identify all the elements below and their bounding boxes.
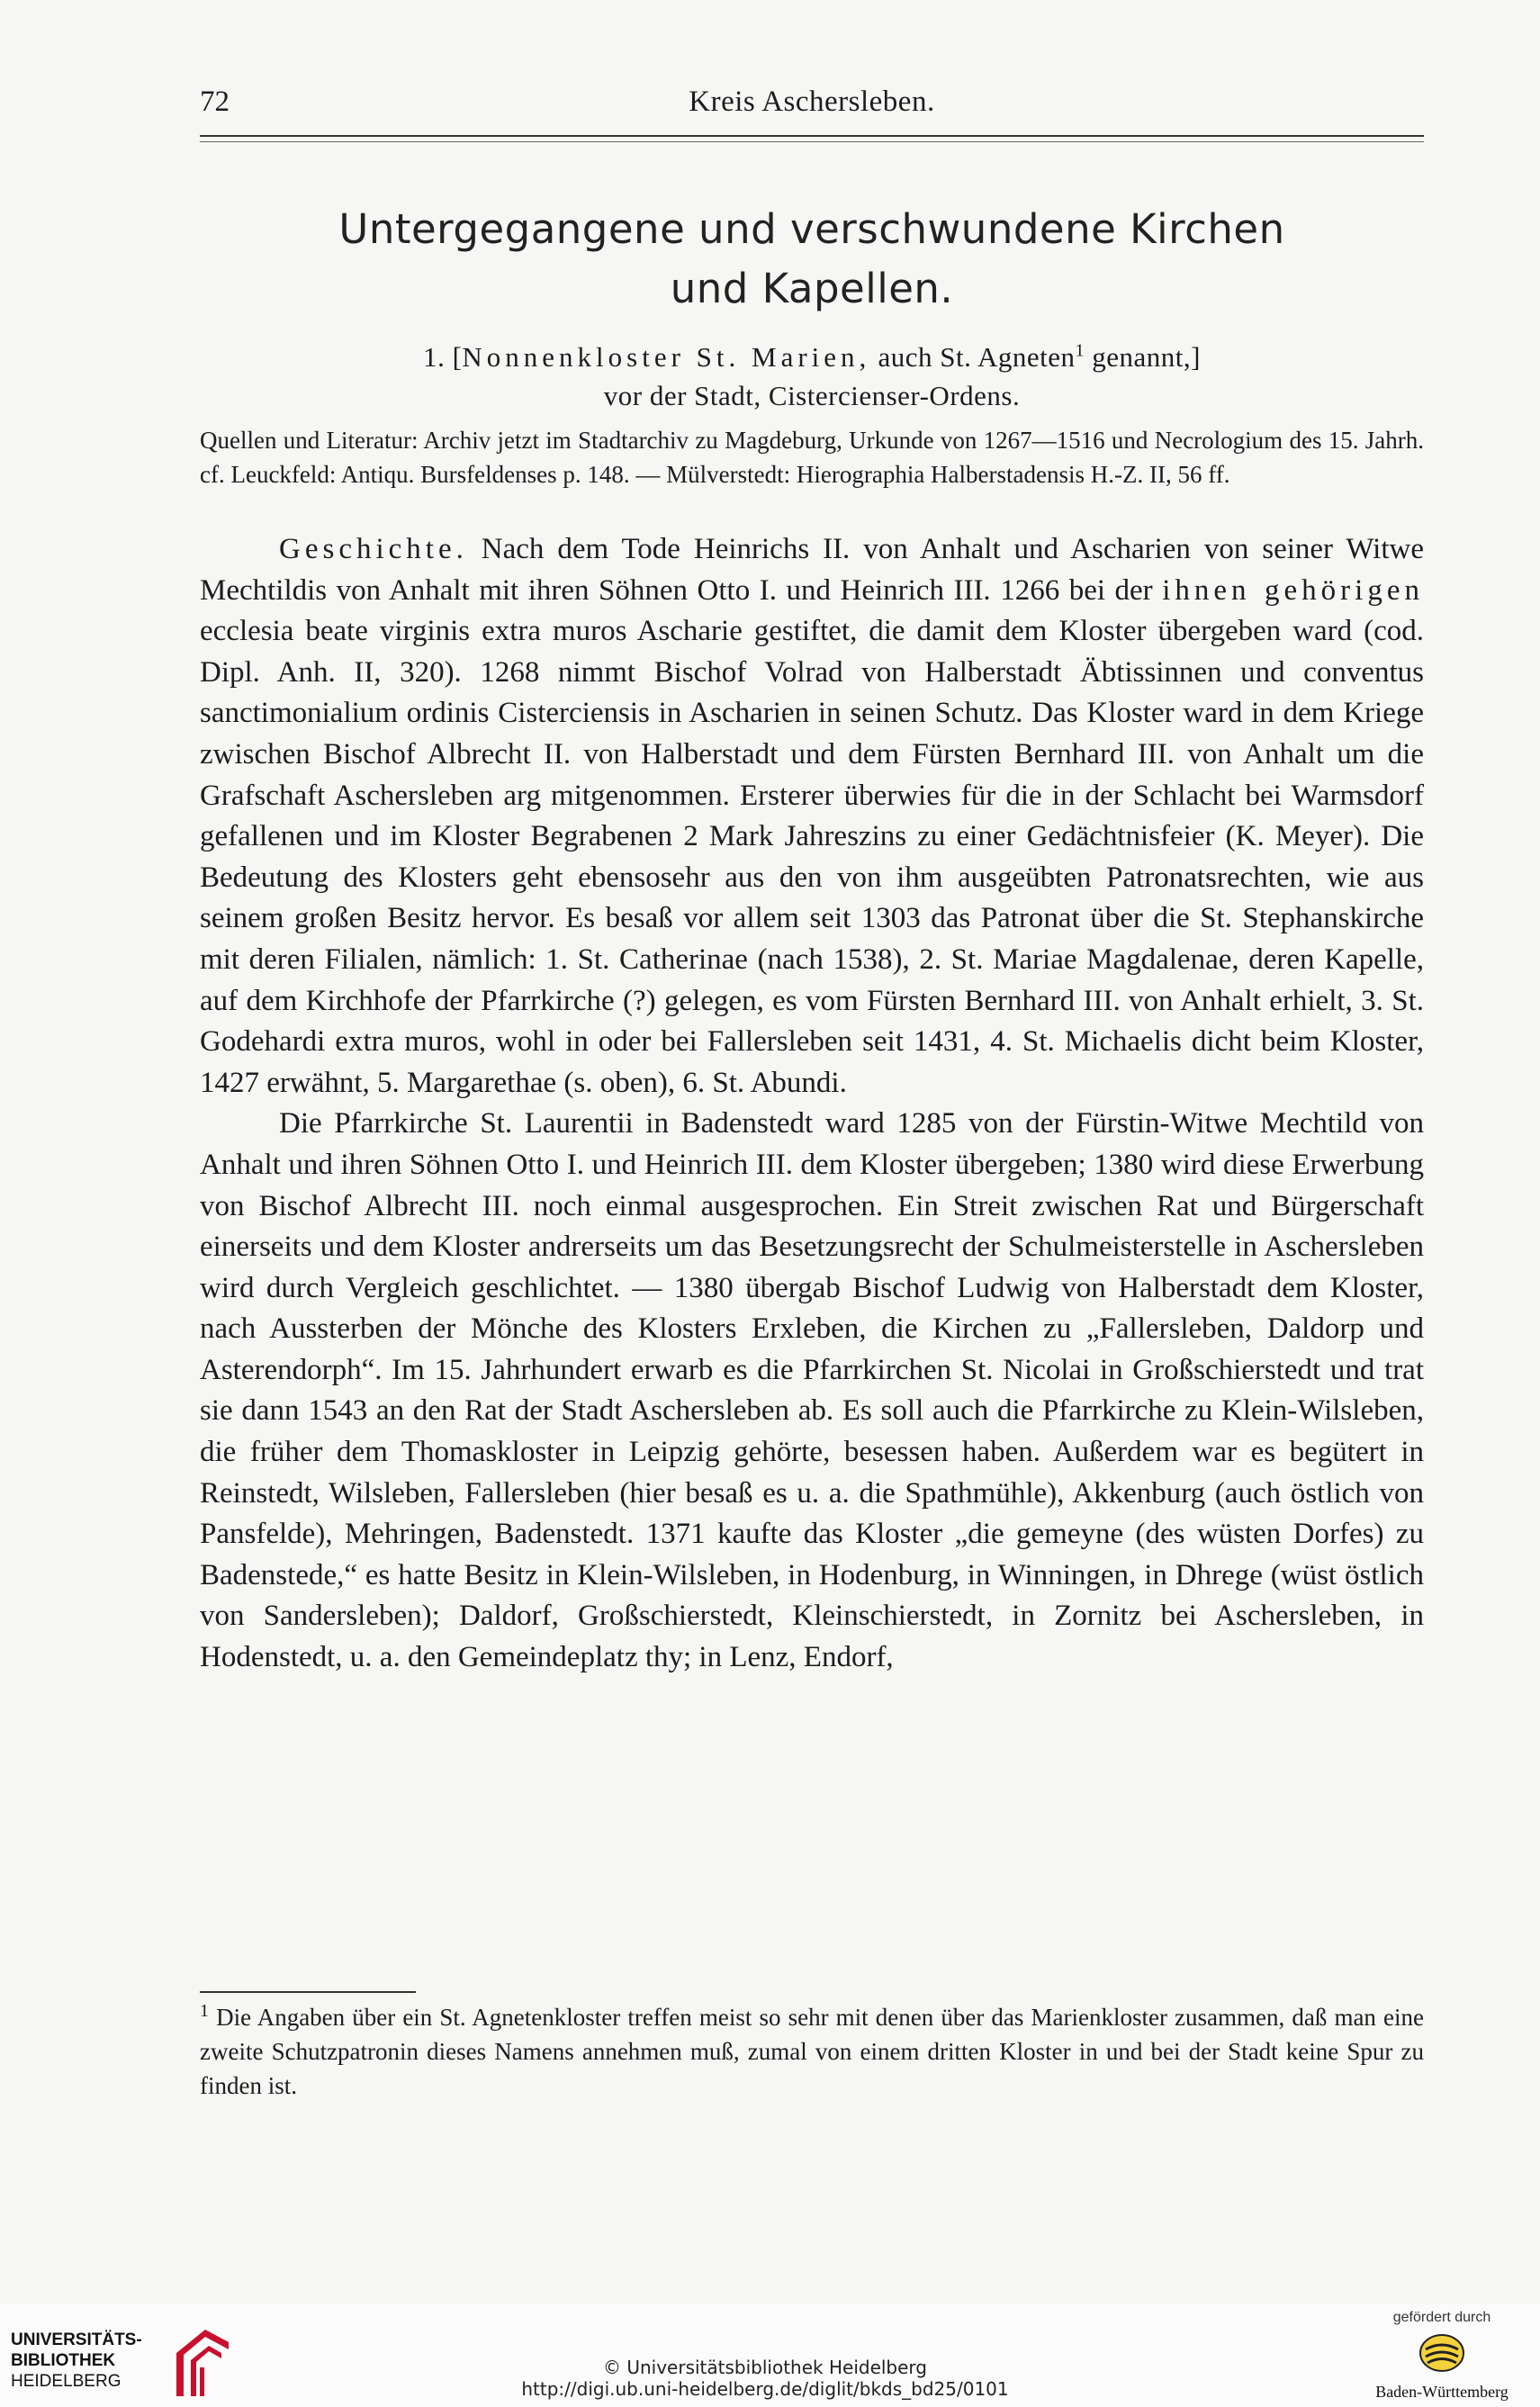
entry-mid: auch St. Agneten (870, 341, 1076, 373)
sources-paragraph: Quellen und Literatur: Archiv jetzt im Stadtarchiv zu Magdeburg, Urkunde von 1267—1516 und Necrologium des 15. Jahrh. cf. Leuckfeld: Antiqu. Bursfeldenses p. 148. — Mülverstedt: Hierographia Halberstadensis H.-Z. II, 56 ff. (200, 427, 1424, 488)
entry-suffix: genannt,] (1084, 341, 1201, 373)
permalink[interactable]: http://digi.ub.uni-heidelberg.de/diglit/bkds_bd25/0101 (521, 2378, 1009, 2400)
footnote-ref: 1 (1075, 340, 1085, 361)
footnote-mark: 1 (200, 2001, 209, 2021)
section-title-line2: und Kapellen. (670, 265, 954, 312)
library-emblem-icon (169, 2322, 236, 2403)
emphasis-spaced: ihnen gehörigen (1162, 573, 1424, 607)
footnote-rule (200, 1991, 416, 1993)
entry-heading (200, 338, 1424, 415)
entry-heading-line2: vor der Stadt, Cistercienser-Ordens. (603, 380, 1021, 411)
library-line1: UNIVERSITÄTS- (11, 2330, 142, 2349)
paragraph-history (200, 529, 1424, 1104)
copyright-text: © Universitätsbibliothek Heidelberg (602, 2357, 927, 2378)
section-title (200, 200, 1424, 319)
history-heading: Geschichte. (279, 533, 468, 565)
funder-badge[interactable] (1365, 2304, 1518, 2403)
footnote-text: Die Angaben über ein St. Agnetenkloster treffen meist so sehr mit denen über das Marienkloster zusammen, daß man eine zweite Schutzpatronin dieses Namens annehmen muß, zumal von einem dritten Kloster in und bei der Stadt keine Spur zu finden ist. (200, 2004, 1424, 2099)
running-title: Kreis Aschersleben. (689, 86, 935, 118)
paragraph-parish: Die Pfarrkirche St. Laurentii in Badenstedt ward 1285 von der Fürstin-Witwe Mechtild von Anhalt und ihren Söhnen Otto I. und Heinrich III. dem Kloster übergeben; 1380 wird diese Erwerbung von Bischof Albrecht III. noch einmal ausgesprochen. Ein Streit zwischen Rat und Bürgerschaft einerseits und dem Kloster andrerseits um das Besetzungsrecht der Schulmeisterstelle in Aschersleben wird durch Vergleich geschlichtet. — 1380 übergab Bischof Ludwig von Halberstadt dem Kloster, nach Aussterben der Mönche des Klosters Erxleben, die Kirchen zu „Fallersleben, Daldorp und Asterendorph“. Im 15. Jahrhundert erwarb es die Pfarrkirchen St. Nicolai in Großschierstedt und trat sie dann 1543 an den Rat der Stadt Aschersleben ab. Es soll auch die Pfarrkirche zu Klein-Wilsleben, die früher dem Thomaskloster in Leipzig gehörte, besessen haben. Außerdem war es begütert in Reinstedt, Wilsleben, Fallersleben (hier besaß es u. a. die Spathmühle), Akkenburg (auch östlich von Pansfelde), Mehringen, Badenstedt. 1371 kaufte das Kloster „die gemeyne (des wüsten Dorfes) zu Badenstede,“ es hatte Besitz in Klein-Wilsleben, in Hodenburg, in Winningen, in Dhrege (wüst östlich von Sandersleben); Daldorf, Großschierstedt, Kleinschierstedt, in Zornitz bei Aschersleben, in Hodenstedt, u. a. den Gemeindeplatz thy; in Lenz, Endorf, (200, 1107, 1424, 1674)
page-number: 72 (200, 86, 230, 118)
footnote (200, 2000, 1424, 2103)
funded-by-label: gefördert durch (1392, 2310, 1491, 2325)
header-rule-thin (200, 141, 1424, 142)
funder-name: Baden-Württemberg (1375, 2383, 1508, 2401)
library-line3: HEIDELBERG (11, 2372, 122, 2391)
entry-heading-line1 (200, 338, 1424, 376)
paragraph-history-b: ecclesia beate virginis extra muros Ascharie gestiftet, die damit dem Kloster übergeben ward (cod. Dipl. Anh. II, 320). 1268 nimmt Bischof Volrad von Halberstadt Äbtissinnen und conventus sanctimonialium ordinis Cisterciensis in Ascharien in seinen Schutz. Das Kloster ward in dem Kriege zwischen Bischof Albrecht II. von Halberstadt und dem Fürsten Bernhard III. von Anhalt um die Grafschaft Aschersleben arg mitgenommen. Ersterer überwies für die in der Schlacht bei Warmsdorf gefallenen und im Kloster Begrabenen 2 Mark Jahreszins zu einer Gedächtnisfeier (K. Meyer). Die Bedeutung des Klosters geht ebensosehr aus den von ihm ausgeübten Patronatsrechten, wie aus seinem großen Besitz hervor. Es besaß vor allem seit 1303 das Patronat über die St. Stephanskirche mit deren Filialen, nämlich: 1. St. Catherinae (nach 1538), 2. St. Mariae Magdalenae, deren Kapelle, auf dem Kirchhofe der Pfarrkirche (?) gelegen, es vom Fürsten Bernhard III. von Anhalt erhielt, 3. St. Godehardi extra muros, wohl in oder bei Fallersleben seit 1431, 4. St. Michaelis dicht beim Kloster, 1427 erwähnt, 5. Margarethae (s. oben), 6. St. Abundi. (200, 615, 1424, 1099)
library-logo[interactable] (11, 2322, 245, 2403)
paragraph-history-a: Nach dem Tode Heinrichs II. von Anhalt und Ascharien von seiner Witwe Mechtildis von Anhalt mit ihren Söhnen Otto I. und Heinrich III. 1266 bei der (200, 533, 1424, 607)
body-text (200, 529, 1424, 1679)
header-rule (200, 135, 1424, 137)
entry-prefix: 1. [ (423, 341, 463, 373)
entry-name-spaced: Nonnenkloster St. Marien, (462, 341, 871, 373)
coat-of-arms-icon (1413, 2331, 1471, 2375)
copyright-notice (405, 2357, 1125, 2400)
library-name (11, 2330, 142, 2392)
running-header (200, 86, 1424, 131)
section-title-line1: Untergegangene und verschwundene Kirchen (338, 205, 1285, 253)
library-line2: BIBLIOTHEK (11, 2351, 116, 2370)
